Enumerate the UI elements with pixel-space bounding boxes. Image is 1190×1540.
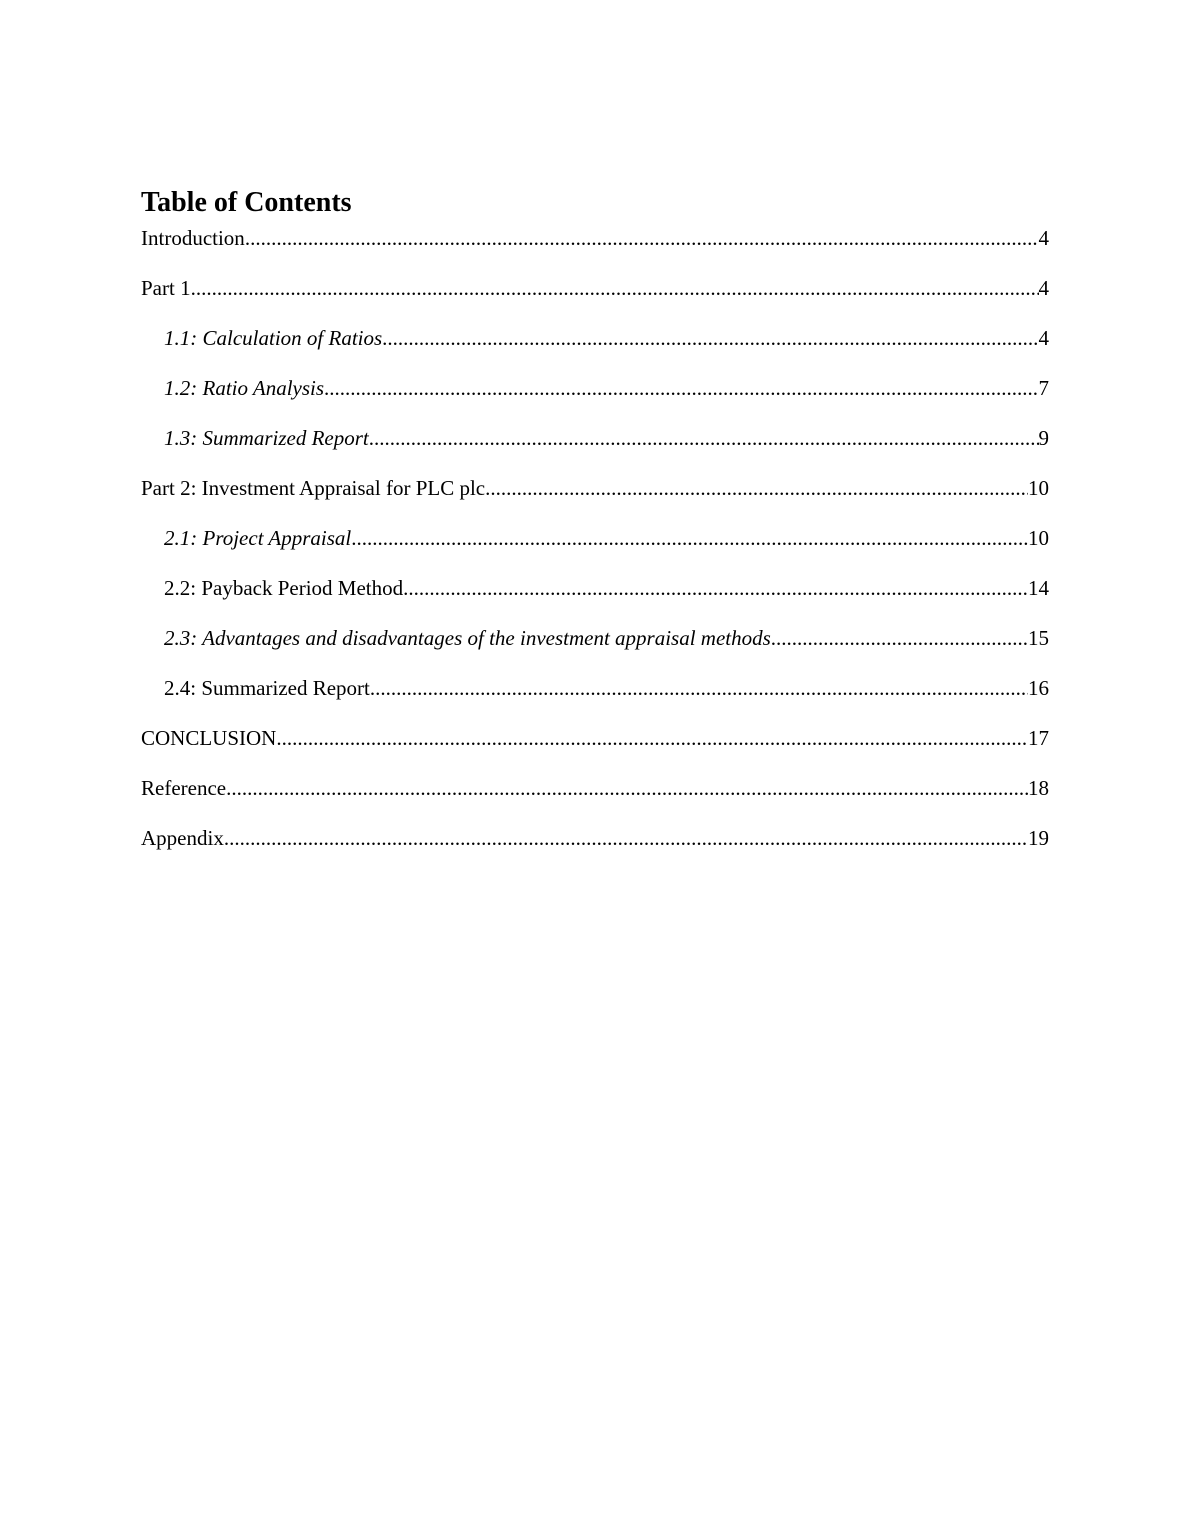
- toc-entry-label: CONCLUSION: [141, 726, 277, 750]
- toc-title: Table of Contents: [141, 187, 352, 218]
- toc-entry-label: 2.4: Summarized Report: [164, 676, 370, 700]
- toc-entry-label: Appendix: [141, 826, 224, 850]
- toc-entry-page-number: 18: [1028, 776, 1049, 800]
- toc-entry[interactable]: [141, 323, 1049, 373]
- toc-entry-label: 2.2: Payback Period Method: [164, 576, 404, 600]
- toc-entry[interactable]: [141, 473, 1049, 523]
- toc-dot-leader: [370, 673, 1028, 703]
- toc-entry-label: Part 1: [141, 276, 191, 300]
- toc-entry-page-number: 9: [1038, 426, 1049, 450]
- toc-dot-leader: [276, 723, 1028, 753]
- toc-entry-page-number: 4: [1038, 276, 1049, 300]
- toc-entry-label: 1.3: Summarized Report: [164, 426, 369, 450]
- toc-entry[interactable]: [141, 423, 1049, 473]
- toc-entry-page-number: 15: [1028, 626, 1049, 650]
- toc-entry-page-number: 7: [1038, 376, 1049, 400]
- toc-entry-page-number: 19: [1028, 826, 1049, 850]
- toc-entry-page-number: 14: [1028, 576, 1049, 600]
- toc-entry-label: 1.1: Calculation of Ratios: [164, 326, 383, 350]
- toc-dot-leader: [369, 423, 1039, 453]
- toc-entry[interactable]: [141, 823, 1049, 873]
- toc-dot-leader: [224, 823, 1028, 853]
- toc-entry[interactable]: [141, 573, 1049, 623]
- toc-list: [141, 223, 1049, 873]
- toc-entry[interactable]: [141, 373, 1049, 423]
- toc-entry-page-number: 16: [1028, 676, 1049, 700]
- toc-entry-page-number: 4: [1038, 226, 1049, 250]
- toc-entry[interactable]: [141, 623, 1049, 673]
- toc-entry-page-number: 4: [1038, 326, 1049, 350]
- toc-entry[interactable]: [141, 673, 1049, 723]
- toc-entry-page-number: 10: [1028, 526, 1049, 550]
- toc-dot-leader: [245, 223, 1039, 253]
- toc-dot-leader: [485, 473, 1028, 503]
- toc-entry[interactable]: [141, 723, 1049, 773]
- toc-entry-page-number: 17: [1028, 726, 1049, 750]
- toc-entry-label: 1.2: Ratio Analysis: [164, 376, 325, 400]
- toc-entry-label: 2.1: Project Appraisal: [164, 526, 352, 550]
- toc-dot-leader: [191, 273, 1039, 303]
- toc-dot-leader: [226, 773, 1028, 803]
- toc-entry-label: Reference: [141, 776, 227, 800]
- toc-entry[interactable]: [141, 773, 1049, 823]
- toc-dot-leader: [771, 623, 1028, 653]
- toc-entry-label: 2.3: Advantages and disadvantages of the investment appraisal methods: [164, 626, 771, 650]
- toc-entry[interactable]: [141, 523, 1049, 573]
- toc-entry-label: Part 2: Investment Appraisal for PLC plc: [141, 476, 486, 500]
- toc-dot-leader: [382, 323, 1038, 353]
- table-of-contents: [141, 185, 1049, 873]
- toc-dot-leader: [324, 373, 1038, 403]
- toc-dot-leader: [403, 573, 1028, 603]
- toc-entry-label: Introduction: [141, 226, 245, 250]
- toc-entry-page-number: 10: [1028, 476, 1049, 500]
- toc-dot-leader: [351, 523, 1028, 553]
- toc-entry[interactable]: [141, 273, 1049, 323]
- toc-entry[interactable]: [141, 223, 1049, 273]
